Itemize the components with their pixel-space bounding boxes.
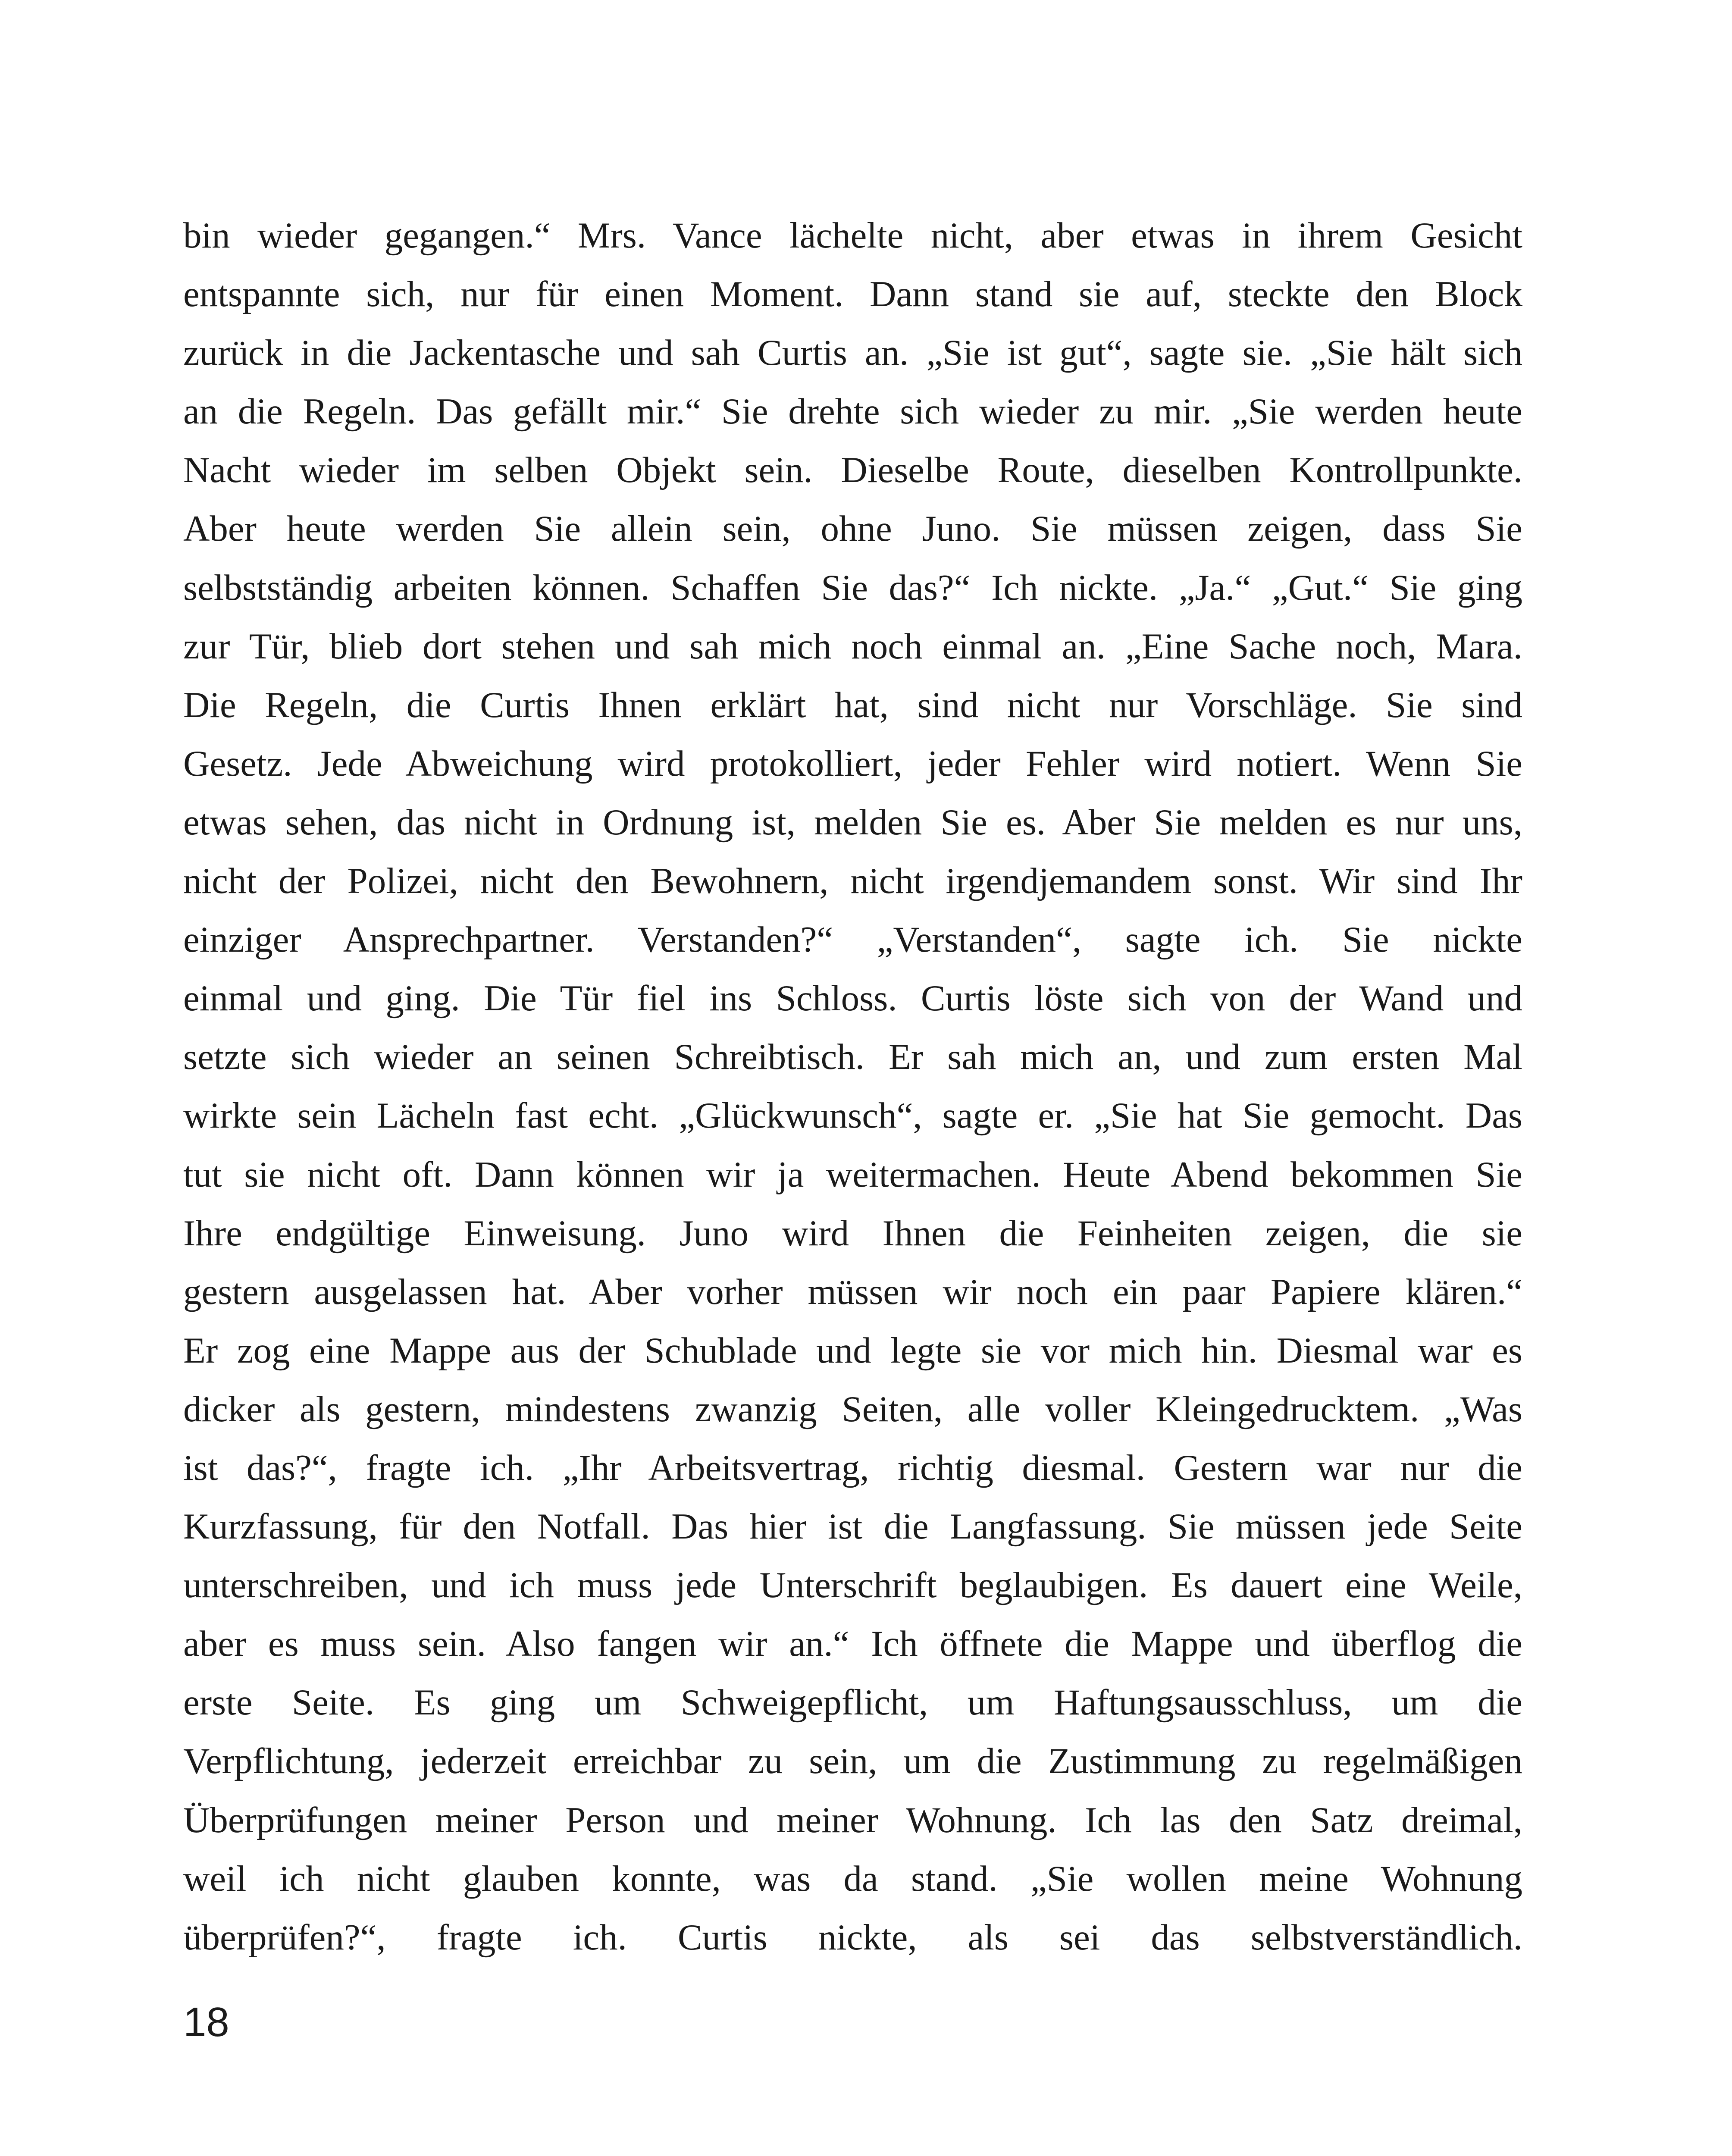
- text-line: setzte sich wieder an seinen Schreibtisch. Er sah mich an, und zum ersten Mal: [183, 1037, 1522, 1078]
- text-line: wirkte sein Lächeln fast echt. „Glückwunsch“, sagte er. „Sie hat Sie gemocht. Das: [183, 1095, 1522, 1136]
- text-line: nicht der Polizei, nicht den Bewohnern, nicht irgendjemandem sonst. Wir sind Ihr: [183, 861, 1522, 902]
- text-line: tut sie nicht oft. Dann können wir ja weitermachen. Heute Abend bekommen Sie: [183, 1154, 1522, 1195]
- text-line: an die Regeln. Das gefällt mir.“ Sie drehte sich wieder zu mir. „Sie werden heute: [183, 391, 1522, 432]
- text-line: aber es muss sein. Also fangen wir an.“ Ich öffnete die Mappe und überflog die: [183, 1623, 1522, 1664]
- text-line: einmal und ging. Die Tür fiel ins Schloss. Curtis löste sich von der Wand und: [183, 978, 1522, 1019]
- text-line: Aber heute werden Sie allein sein, ohne Juno. Sie müssen zeigen, dass Sie: [183, 508, 1522, 549]
- text-line: Gesetz. Jede Abweichung wird protokolliert, jeder Fehler wird notiert. Wenn Sie: [183, 743, 1522, 784]
- text-line: etwas sehen, das nicht in Ordnung ist, melden Sie es. Aber Sie melden es nur uns,: [183, 802, 1522, 843]
- text-line: zur Tür, blieb dort stehen und sah mich noch einmal an. „Eine Sache noch, Mara.: [183, 626, 1522, 667]
- text-line: Er zog eine Mappe aus der Schublade und legte sie vor mich hin. Diesmal war es: [183, 1330, 1522, 1371]
- text-line: dicker als gestern, mindestens zwanzig Seiten, alle voller Kleingedrucktem. „Was: [183, 1388, 1522, 1429]
- text-line: bin wieder gegangen.“ Mrs. Vance lächelte nicht, aber etwas in ihrem Gesicht: [183, 215, 1522, 256]
- text-line: einziger Ansprechpartner. Verstanden?“ „Verstanden“, sagte ich. Sie nickte: [183, 919, 1522, 960]
- text-line: selbstständig arbeiten können. Schaffen Sie das?“ Ich nickte. „Ja.“ „Gut.“ Sie ging: [183, 567, 1522, 608]
- text-line: unterschreiben, und ich muss jede Unterschrift beglaubigen. Es dauert eine Weile,: [183, 1565, 1522, 1606]
- text-line: erste Seite. Es ging um Schweigepflicht, um Haftungsausschluss, um die: [183, 1682, 1522, 1723]
- body-text: [183, 206, 1522, 1967]
- text-line: Überprüfungen meiner Person und meiner Wohnung. Ich las den Satz dreimal,: [183, 1799, 1522, 1840]
- page-number: 18: [183, 1999, 229, 2045]
- text-line: Die Regeln, die Curtis Ihnen erklärt hat, sind nicht nur Vorschläge. Sie sind: [183, 684, 1522, 725]
- text-line: weil ich nicht glauben konnte, was da stand. „Sie wollen meine Wohnung: [183, 1858, 1522, 1899]
- text-line: zurück in die Jackentasche und sah Curtis an. „Sie ist gut“, sagte sie. „Sie hält sich: [183, 332, 1522, 373]
- text-line: Nacht wieder im selben Objekt sein. Dieselbe Route, dieselben Kontrollpunkte.: [183, 450, 1522, 491]
- text-line: gestern ausgelassen hat. Aber vorher müssen wir noch ein paar Papiere klären.“: [183, 1271, 1522, 1312]
- text-line: Verpflichtung, jederzeit erreichbar zu sein, um die Zustimmung zu regelmäßigen: [183, 1741, 1522, 1782]
- text-line: überprüfen?“, fragte ich. Curtis nickte, als sei das selbstverständlich.: [183, 1917, 1522, 1958]
- text-line: Ihre endgültige Einweisung. Juno wird Ihnen die Feinheiten zeigen, die sie: [183, 1213, 1522, 1253]
- text-line: ist das?“, fragte ich. „Ihr Arbeitsvertrag, richtig diesmal. Gestern war nur die: [183, 1447, 1522, 1488]
- text-line: Kurzfassung, für den Notfall. Das hier ist die Langfassung. Sie müssen jede Seite: [183, 1506, 1522, 1547]
- text-line: entspannte sich, nur für einen Moment. Dann stand sie auf, steckte den Block: [183, 274, 1522, 315]
